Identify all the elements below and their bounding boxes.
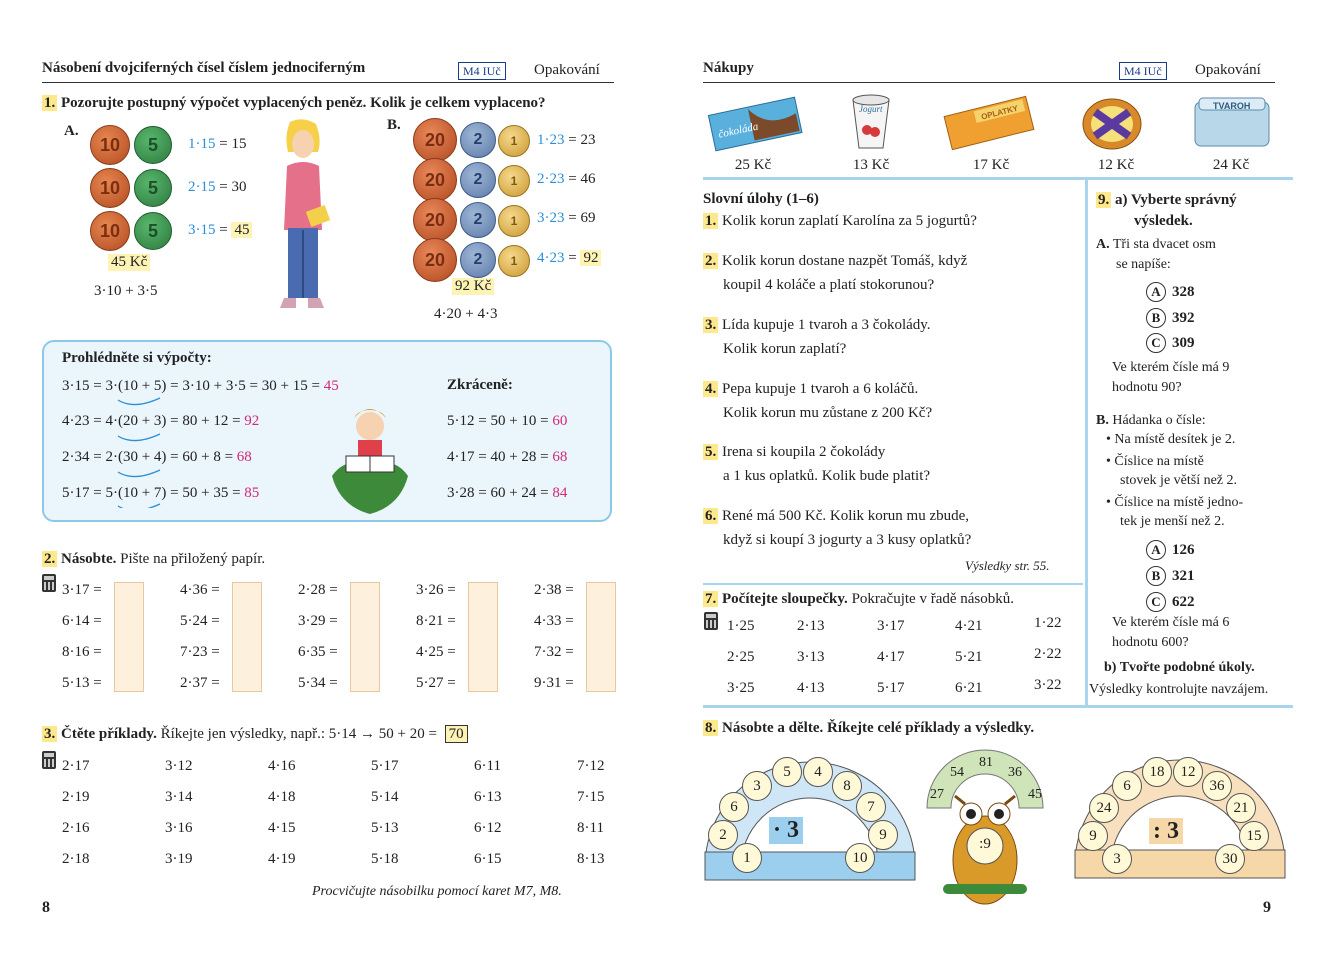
ex1-b-total: 92 Kč	[452, 278, 494, 295]
word-problem: 5. Irena si koupila 2 čokolády	[705, 444, 886, 460]
ex2-item: 2·37 =	[180, 675, 220, 691]
ex2-item: 9·31 =	[534, 675, 574, 691]
ex7-title: 7. Počítejte sloupečky. Pokračujte v řadě násobků.	[705, 591, 1015, 607]
ex9-b-title: B. Hádanka o čísle:	[1096, 413, 1206, 428]
arc-number: 6	[719, 792, 749, 822]
ex9-b-bullet-line: tek je menší než 2.	[1120, 514, 1225, 529]
right-page	[661, 0, 1322, 954]
arc-number: 21	[1226, 793, 1256, 823]
ex3-item: 6·11	[474, 758, 501, 774]
calculator-icon	[42, 574, 56, 592]
ex9-a-text-line: se napíše:	[1116, 257, 1171, 272]
box-short-title: Zkráceně:	[447, 377, 513, 393]
ex7-item: 3·17	[877, 618, 905, 634]
arc-number: 12	[1173, 757, 1203, 787]
left-header-rule	[42, 82, 614, 83]
right-header-tag: Opakování	[1195, 62, 1261, 78]
box-row: 2·34 = 2·(30 + 4) = 60 + 8 = 68	[62, 449, 252, 465]
ex2-item: 4·33 =	[534, 613, 574, 629]
ex3-footnote: Procvičujte násobilku pomocí karet M7, M8.	[312, 884, 562, 899]
word-problem-line: koupil 4 koláče a platí stokorunou?	[723, 277, 935, 293]
word-problem-line: když si koupí 3 jogurty a 3 kusy oplatků?	[723, 532, 972, 548]
ex9-title: 9. a) Vyberte správný	[1098, 192, 1237, 208]
word-problem-line: Kolik korun mu zůstane z 200 Kč?	[723, 405, 933, 421]
ex9-title-line: výsledek.	[1134, 213, 1193, 229]
ex9-a-question: Ve kterém čísle má 9	[1112, 360, 1230, 375]
box-row: 4·23 = 4·(20 + 3) = 80 + 12 = 92	[62, 413, 260, 429]
ex3-item: 4·16	[268, 758, 296, 774]
coin-2-icon: 2	[460, 202, 496, 238]
coin-10-icon: 10	[90, 125, 130, 165]
coin-20-icon: 20	[413, 158, 457, 202]
left-header-tag: Opakování	[534, 62, 600, 78]
ex9-b-option[interactable]: B 321	[1146, 566, 1195, 586]
ex3-item: 6·12	[474, 820, 502, 836]
wafers-icon	[943, 94, 1035, 152]
ex3-item: 2·18	[62, 851, 90, 867]
coin-1-icon: 1	[498, 165, 530, 197]
answer-box	[468, 582, 498, 692]
box-short-row: 4·17 = 40 + 28 = 68	[447, 449, 568, 465]
owl-number: 27	[930, 787, 944, 802]
price-chocolate: 25 Kč	[734, 157, 772, 173]
word-problem: 1. Kolik korun zaplatí Karolína za 5 jogurtů?	[705, 213, 977, 229]
ex2-item: 5·27 =	[416, 675, 456, 691]
yogurt-icon	[847, 90, 895, 152]
frame-bottom	[703, 705, 1293, 708]
left-header-badge: M4 IUč	[458, 62, 506, 80]
ex7-item: 1·25	[727, 618, 755, 634]
ex2-item: 5·24 =	[180, 613, 220, 629]
arc-number: 3	[742, 771, 772, 801]
coin-1-icon: 1	[498, 245, 530, 277]
arc-number: 9	[1078, 821, 1108, 851]
ex3-item: 3·12	[165, 758, 193, 774]
boy-reading-illustration	[330, 402, 410, 520]
price-wafers: 17 Kč	[972, 157, 1010, 173]
ex2-item: 2·38 =	[534, 582, 574, 598]
word-results: Výsledky str. 55.	[965, 558, 1050, 573]
ex7-item: 4·13	[797, 680, 825, 696]
calculator-icon	[704, 612, 718, 630]
ex2-item: 7·32 =	[534, 644, 574, 660]
ex2-item: 3·17 =	[62, 582, 102, 598]
coin-2-icon: 2	[460, 122, 496, 158]
ex3-item: 3·14	[165, 789, 193, 805]
ex1-a-formula: 3·10 + 3·5	[94, 283, 158, 299]
arc-number: 30	[1215, 844, 1245, 874]
ex2-item: 3·26 =	[416, 582, 456, 598]
ex7-item: 4·17	[877, 649, 905, 665]
ex1-a-total: 45 Kč	[108, 254, 150, 271]
price-cake: 12 Kč	[1097, 157, 1135, 173]
box-title: Prohlédněte si výpočty:	[62, 350, 212, 366]
ex1-b-row: 4·23 = 92	[537, 250, 601, 267]
ex2-item: 6·14 =	[62, 613, 102, 629]
ex3-item: 8·13	[577, 851, 605, 867]
ex3-item: 5·14	[371, 789, 399, 805]
ex2-title: 2. Násobte. Pište na přiložený papír.	[44, 551, 266, 567]
frame-divider	[1085, 177, 1088, 707]
answer-box	[586, 582, 616, 692]
coin-5-icon: 5	[134, 212, 172, 250]
owl-number: 45	[1028, 787, 1042, 802]
box-row: 3·15 = 3·(10 + 5) = 3·10 + 3·5 = 30 + 15 = 45	[62, 378, 339, 394]
ex9-b-option[interactable]: A 126	[1146, 540, 1195, 560]
frame-mid	[703, 583, 1083, 585]
ex3-item: 2·16	[62, 820, 90, 836]
ex2-item: 4·25 =	[416, 644, 456, 660]
coin-20-icon: 20	[413, 118, 457, 162]
ex9-part-b: b) Tvořte podobné úkoly.	[1104, 660, 1255, 675]
word-problem: 4. Pepa kupuje 1 tvaroh a 6 koláčů.	[705, 381, 919, 397]
ex1-a-row: 2·15 = 30	[188, 179, 247, 195]
multiply-operator: · 3	[769, 817, 825, 844]
frame-top	[703, 177, 1293, 180]
arc-number: 15	[1239, 821, 1269, 851]
ex7-item: 2·22	[1034, 646, 1062, 662]
ex9-b-bullet: • Číslice na místě	[1106, 454, 1204, 469]
distribution-arrows	[112, 394, 202, 508]
box-row: 5·17 = 5·(10 + 7) = 50 + 35 = 85	[62, 485, 260, 501]
ex3-item: 5·17	[371, 758, 399, 774]
ex2-item: 5·13 =	[62, 675, 102, 691]
word-problem-line: Kolik korun zaplatí?	[723, 341, 847, 357]
arc-number: 7	[856, 792, 886, 822]
ex7-item: 2·13	[797, 618, 825, 634]
arc-number: 3	[1102, 844, 1132, 874]
ex1-b-row: 1·23 = 23	[537, 132, 596, 148]
price-yogurt: 13 Kč	[852, 157, 890, 173]
word-problem-line: a 1 kus oplatků. Kolik bude platit?	[723, 468, 931, 484]
ex3-item: 6·15	[474, 851, 502, 867]
answer-box	[114, 582, 144, 692]
owl-number: 54	[950, 765, 964, 780]
ex1-b-row: 3·23 = 69	[537, 210, 596, 226]
owl-icon	[925, 748, 1045, 914]
ex9-b-bullet: • Číslice na místě jedno-	[1106, 495, 1244, 510]
ex1-a-label: A.	[64, 123, 79, 139]
answer-box	[350, 582, 380, 692]
ex2-item: 5·34 =	[298, 675, 338, 691]
coin-1-icon: 1	[498, 205, 530, 237]
divide-operator: : 3	[1149, 818, 1209, 845]
ex9-a-option[interactable]: B 392	[1146, 308, 1195, 328]
ex8-title: 8. Násobte a dělte. Říkejte celé příklady a výsledky.	[705, 720, 1035, 736]
ex9-check: Výsledky kontrolujte navzájem.	[1089, 682, 1269, 697]
ex2-item: 2·28 =	[298, 582, 338, 598]
arc-number: 6	[1112, 771, 1142, 801]
box-short-row: 3·28 = 60 + 24 = 84	[447, 485, 568, 501]
ex3-item: 4·18	[268, 789, 296, 805]
ex3-item: 2·17	[62, 758, 90, 774]
cottage-cheese-icon	[1191, 94, 1273, 152]
page-number-right: 9	[1263, 899, 1271, 916]
ex7-item: 3·13	[797, 649, 825, 665]
ex1-b-formula: 4·20 + 4·3	[434, 306, 498, 322]
word-problem: 2. Kolik korun dostane nazpět Tomáš, když	[705, 253, 968, 269]
ex2-item: 8·16 =	[62, 644, 102, 660]
ex2-item: 3·29 =	[298, 613, 338, 629]
ex9-a-text: A. Tři sta dvacet osm	[1096, 237, 1216, 252]
svg-text:OPLATKY: OPLATKY	[980, 103, 1019, 122]
ex7-item: 6·21	[955, 680, 983, 696]
ex7-item: 5·17	[877, 680, 905, 696]
ex1-a-row: 3·15 = 45	[188, 222, 252, 239]
ex3-item: 2·19	[62, 789, 90, 805]
ex9-a-option[interactable]: A 328	[1146, 282, 1195, 302]
owl-number: 36	[1008, 765, 1022, 780]
arc-number: 4	[803, 757, 833, 787]
arc-number: 36	[1202, 771, 1232, 801]
page-number-left: 8	[42, 899, 50, 916]
ex3-item: 3·19	[165, 851, 193, 867]
word-problem: 3. Lída kupuje 1 tvaroh a 3 čokolády.	[705, 317, 931, 333]
ex9-b-bullet-line: stovek je větší než 2.	[1120, 473, 1238, 488]
ex2-item: 8·21 =	[416, 613, 456, 629]
left-header-title: Násobení dvojciferných čísel číslem jednociferným	[42, 60, 366, 76]
ex1-b-row: 2·23 = 46	[537, 171, 596, 187]
ex7-item: 3·25	[727, 680, 755, 696]
ex9-a-option[interactable]: C 309	[1146, 333, 1195, 353]
svg-text:Jogurt: Jogurt	[859, 104, 883, 114]
owl-operator: :9	[979, 836, 991, 852]
price-cottage-cheese: 24 Kč	[1212, 157, 1250, 173]
coin-1-icon: 1	[498, 125, 530, 157]
box-short-row: 5·12 = 50 + 10 = 60	[447, 413, 568, 429]
ex3-title: 3. Čtěte příklady. Říkejte jen výsledky, např.: 5·14 → 50 + 20 = 70	[42, 726, 468, 743]
owl-number: 81	[979, 755, 993, 770]
coin-5-icon: 5	[134, 169, 172, 207]
ex1-title: 1. Pozorujte postupný výpočet vyplacených peněz. Kolik je celkem vyplaceno?	[44, 95, 546, 111]
ex3-item: 4·15	[268, 820, 296, 836]
svg-text:čokoláda: čokoláda	[717, 120, 760, 141]
ex3-item: 8·11	[577, 820, 604, 836]
ex9-b-bullet: • Na místě desítek je 2.	[1106, 432, 1236, 447]
girl-illustration	[272, 118, 334, 318]
ex9-b-question: Ve kterém čísle má 6	[1112, 615, 1230, 630]
right-header-title: Nákupy	[703, 60, 754, 76]
arc-number: 9	[868, 820, 898, 850]
arc-number: 1	[732, 843, 762, 873]
ex1-b-label: B.	[387, 117, 401, 133]
arc-number: 8	[832, 771, 862, 801]
arc-number: 2	[708, 820, 738, 850]
answer-box	[232, 582, 262, 692]
ex7-item: 3·22	[1034, 677, 1062, 693]
ex7-item: 1·22	[1034, 615, 1062, 631]
word-title: Slovní úlohy (1–6)	[703, 191, 819, 207]
ex2-item: 4·36 =	[180, 582, 220, 598]
right-header-rule	[703, 82, 1275, 83]
ex3-item: 7·12	[577, 758, 605, 774]
ex7-item: 5·21	[955, 649, 983, 665]
ex9-b-option[interactable]: C 622	[1146, 592, 1195, 612]
ex7-item: 2·25	[727, 649, 755, 665]
ex3-item: 3·16	[165, 820, 193, 836]
ex3-item: 6·13	[474, 789, 502, 805]
ex9-a-question-line: hodnotu 90?	[1112, 380, 1182, 395]
calculator-icon	[42, 751, 56, 769]
svg-text:TVAROH: TVAROH	[1213, 101, 1251, 111]
coin-10-icon: 10	[90, 168, 130, 208]
ex3-item: 7·15	[577, 789, 605, 805]
arc-number: 18	[1142, 757, 1172, 787]
coin-20-icon: 20	[413, 198, 457, 242]
cake-icon	[1081, 96, 1143, 152]
ex2-item: 7·23 =	[180, 644, 220, 660]
arc-number: 5	[772, 757, 802, 787]
ex3-item: 5·13	[371, 820, 399, 836]
coin-2-icon: 2	[460, 162, 496, 198]
ex3-item: 4·19	[268, 851, 296, 867]
ex1-a-row: 1·15 = 15	[188, 136, 247, 152]
chocolate-icon	[707, 92, 803, 154]
ex3-item: 5·18	[371, 851, 399, 867]
ex7-item: 4·21	[955, 618, 983, 634]
word-problem: 6. René má 500 Kč. Kolik korun mu zbude,	[705, 508, 970, 524]
arc-number: 10	[845, 843, 875, 873]
arc-number: 24	[1089, 793, 1119, 823]
coin-20-icon: 20	[413, 238, 457, 282]
coin-2-icon: 2	[460, 242, 496, 278]
ex9-b-question-line: hodnotu 600?	[1112, 635, 1189, 650]
ex2-item: 6·35 =	[298, 644, 338, 660]
coin-5-icon: 5	[134, 126, 172, 164]
coin-10-icon: 10	[90, 211, 130, 251]
right-header-badge: M4 IUč	[1119, 62, 1167, 80]
